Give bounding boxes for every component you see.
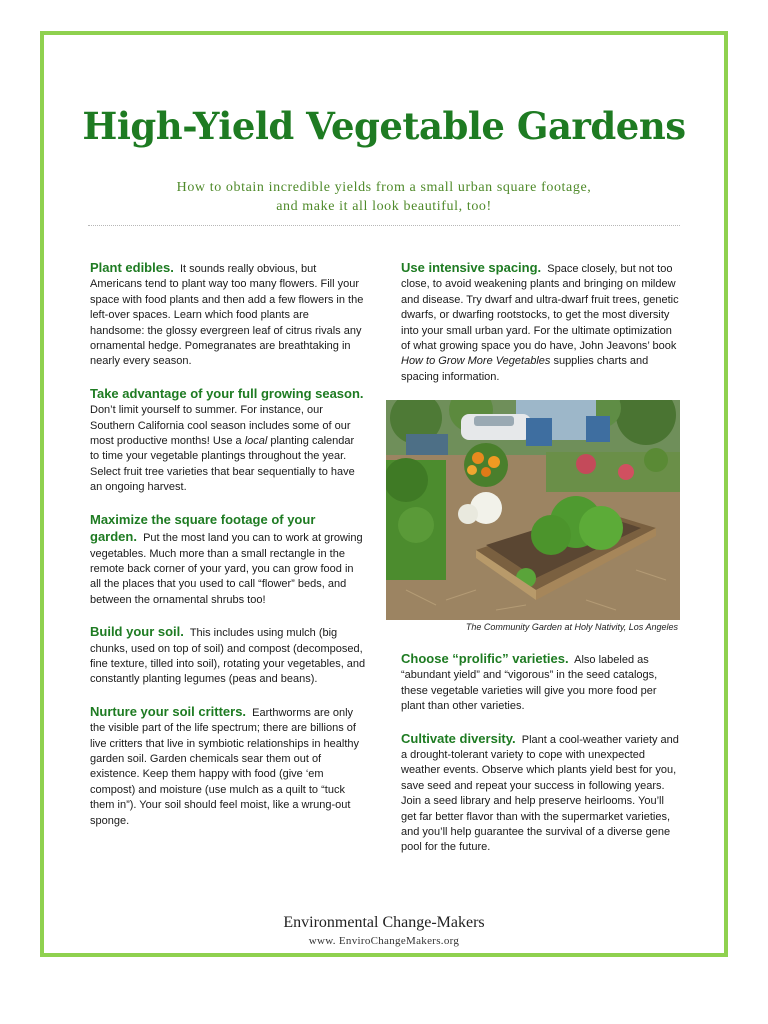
section-square-footage bbox=[90, 512, 366, 608]
section-cultivate-diversity bbox=[401, 731, 679, 856]
section-body: supplies charts and spacing information. bbox=[401, 355, 649, 383]
section-body: Don’t limit yourself to summer. For instance, our Southern California cool season includes some of our most productive months! Use a bbox=[90, 404, 351, 448]
section-heading: Choose “prolific” varieties. bbox=[401, 651, 569, 666]
subtitle-line-2: and make it all look beautiful, too! bbox=[276, 199, 492, 214]
section-intensive-spacing bbox=[401, 260, 679, 385]
section-heading: Build your soil. bbox=[90, 624, 184, 640]
right-column-bottom bbox=[401, 651, 679, 872]
book-title: How to Grow More Vegetables bbox=[401, 355, 551, 368]
section-heading: Plant edibles. bbox=[90, 260, 174, 275]
section-body: Put the most land you can to work at growing vegetables. Much more than a small rectangle in the remote back corner of your yard, you can grow food in all the places that you used to call “flower” beds, and between the ornamental shrubs too! bbox=[90, 532, 363, 606]
photo-caption: The Community Garden at Holy Nativity, Los Angeles bbox=[465, 622, 678, 632]
footer-website: www. EnviroChangeMakers.org bbox=[308, 935, 460, 947]
section-body: This includes using mulch (big chunks, used on top of soil) and compost (decomposed, fine texture, tilled into soil), rotating your vegetables, and constantly planting legumes (peas and beans). bbox=[90, 627, 366, 686]
garden-photo bbox=[386, 400, 680, 620]
left-column bbox=[90, 260, 366, 845]
right-column-top bbox=[401, 260, 679, 401]
section-heading: Nurture your soil critters. bbox=[90, 703, 247, 719]
section-body: Also labeled as “abundant yield” and “vigorous” in the seed catalogs, these vegetable varieties will give you more food per plant than other varieties. bbox=[401, 654, 658, 713]
section-body: Plant a cool-weather variety and a drought-tolerant variety to cope with unexpected weather events. Observe which plants yield best for you, save seed and repeat your success in following years. Join a seed library and help preserve heirlooms. You’ll get far better flavor than with the supermarket varieties, and you’ll help guarantee the survival of a diverse gene pool for the future. bbox=[401, 733, 679, 854]
subtitle bbox=[44, 178, 724, 216]
section-soil-critters bbox=[90, 704, 366, 829]
dotted-divider bbox=[88, 225, 680, 226]
section-body: It sounds really obvious, but Americans tend to plant way too many flowers. Fill your space with food plants and then add a few flowers in the left-over spaces. Learn which food plants are handsome: the glossy evergreen leaf of citrus rivals any ornamental hedge. Pomegranates are breathtaking in nearly every season. bbox=[90, 263, 364, 368]
section-body: Earthworms are only the visible part of the life spectrum; there are billions of live critters that live in symbiotic relationships in healthy garden soil. Garden chemicals sear them out of existence. Keep them happy with food (give ‘em compost) and moisture (use mulch as a quilt to “tuck them in”). Your soil should feel moist, like a wrung-out sponge. bbox=[90, 706, 360, 827]
section-plant-edibles bbox=[90, 260, 366, 370]
section-prolific-varieties bbox=[401, 651, 679, 715]
section-body-emphasis: local bbox=[244, 435, 268, 448]
section-body: Space closely, but not too close, to avoid weakening plants and bringing on mildew and disease. Try dwarf and ultra-dwarf fruit trees, genetic dwarfs, or dwarfing rootstocks, to get the most diversity into your small urban yard. For the ultimate optimization of what growing space you do have, John Jeavons’ book bbox=[401, 263, 679, 353]
section-heading: Maximize the square footage of your garden. bbox=[90, 511, 316, 545]
section-heading: Take advantage of your full growing season. bbox=[90, 385, 364, 401]
section-build-soil bbox=[90, 624, 366, 688]
footer-organization: Environmental Change-Makers bbox=[283, 914, 485, 931]
subtitle-line-1: How to obtain incredible yields from a small urban square footage, bbox=[176, 180, 592, 195]
section-heading: Use intensive spacing. bbox=[401, 260, 542, 275]
garden-photo-illustration bbox=[386, 400, 680, 620]
page-title: High-Yield Vegetable Gardens bbox=[82, 104, 686, 148]
section-heading: Cultivate diversity. bbox=[401, 730, 516, 746]
section-body: planting calendar to time your vegetable plantings throughout the year. Select fruit tree varieties that bear sequentially to have an ongoing harvest. bbox=[90, 435, 355, 494]
section-growing-season bbox=[90, 386, 366, 496]
